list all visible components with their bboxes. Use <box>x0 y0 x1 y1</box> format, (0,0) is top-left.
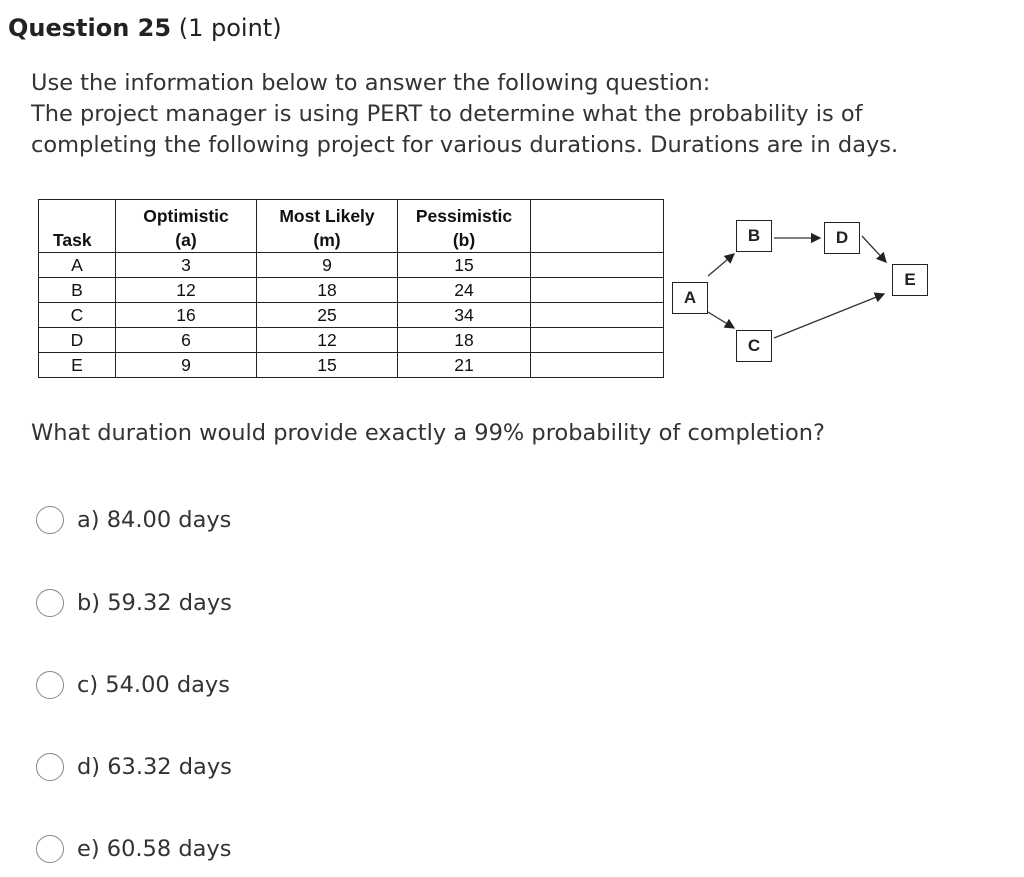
intro-line: Use the information below to answer the following question: <box>31 70 711 96</box>
table-row <box>39 328 664 353</box>
cell-most-likely: 12 <box>257 328 398 353</box>
cell-blank <box>531 328 664 353</box>
cell-blank <box>531 253 664 278</box>
pert-table <box>38 199 664 378</box>
option-label[interactable]: c) 54.00 days <box>77 672 230 698</box>
cell-optimistic: 12 <box>116 278 257 303</box>
cell-most-likely: 15 <box>257 353 398 378</box>
radio-button[interactable] <box>36 589 64 617</box>
node-d: D <box>824 222 860 254</box>
option-d[interactable] <box>36 753 232 781</box>
header-most-likely: Most Likely (m) <box>257 200 398 253</box>
option-label[interactable]: d) 63.32 days <box>77 754 232 780</box>
header-blank <box>531 200 664 253</box>
table-row <box>39 253 664 278</box>
cell-pessimistic: 18 <box>398 328 531 353</box>
network-diagram <box>668 214 948 374</box>
radio-button[interactable] <box>36 671 64 699</box>
arrow-c-e <box>774 294 884 338</box>
question-points: (1 point) <box>178 14 282 42</box>
cell-pessimistic: 34 <box>398 303 531 328</box>
cell-optimistic: 16 <box>116 303 257 328</box>
cell-optimistic: 6 <box>116 328 257 353</box>
table-row <box>39 303 664 328</box>
arrow-a-b <box>708 254 734 276</box>
cell-blank <box>531 278 664 303</box>
cell-optimistic: 9 <box>116 353 257 378</box>
cell-optimistic: 3 <box>116 253 257 278</box>
node-e: E <box>892 264 928 296</box>
arrow-a-c <box>708 312 734 328</box>
table-row <box>39 278 664 303</box>
radio-button[interactable] <box>36 835 64 863</box>
cell-pessimistic: 24 <box>398 278 531 303</box>
node-c: C <box>736 330 772 362</box>
radio-button[interactable] <box>36 753 64 781</box>
node-b: B <box>736 220 772 252</box>
cell-task: A <box>39 253 116 278</box>
question-intro <box>31 68 1011 161</box>
table-row <box>39 353 664 378</box>
question-number: Question 25 <box>8 14 172 42</box>
cell-task: C <box>39 303 116 328</box>
option-b[interactable] <box>36 589 232 617</box>
cell-most-likely: 9 <box>257 253 398 278</box>
cell-pessimistic: 15 <box>398 253 531 278</box>
option-label[interactable]: a) 84.00 days <box>77 507 232 533</box>
question-header <box>8 14 282 42</box>
question-prompt: What duration would provide exactly a 99% probability of completion? <box>31 420 825 446</box>
cell-task: B <box>39 278 116 303</box>
cell-most-likely: 18 <box>257 278 398 303</box>
intro-line: completing the following project for various durations. Durations are in days. <box>31 132 899 158</box>
option-e[interactable] <box>36 835 231 863</box>
intro-line: The project manager is using PERT to determine what the probability is of <box>31 101 863 127</box>
cell-pessimistic: 21 <box>398 353 531 378</box>
header-task: Task <box>39 200 116 253</box>
option-a[interactable] <box>36 506 231 534</box>
cell-blank <box>531 353 664 378</box>
radio-button[interactable] <box>36 506 64 534</box>
option-label[interactable]: b) 59.32 days <box>77 590 232 616</box>
cell-task: D <box>39 328 116 353</box>
arrow-d-e <box>862 236 886 262</box>
cell-most-likely: 25 <box>257 303 398 328</box>
node-a: A <box>672 282 708 314</box>
header-pessimistic: Pessimistic (b) <box>398 200 531 253</box>
cell-task: E <box>39 353 116 378</box>
option-c[interactable] <box>36 671 230 699</box>
option-label[interactable]: e) 60.58 days <box>77 836 232 862</box>
header-optimistic: Optimistic (a) <box>116 200 257 253</box>
table-header-row <box>39 200 664 253</box>
cell-blank <box>531 303 664 328</box>
